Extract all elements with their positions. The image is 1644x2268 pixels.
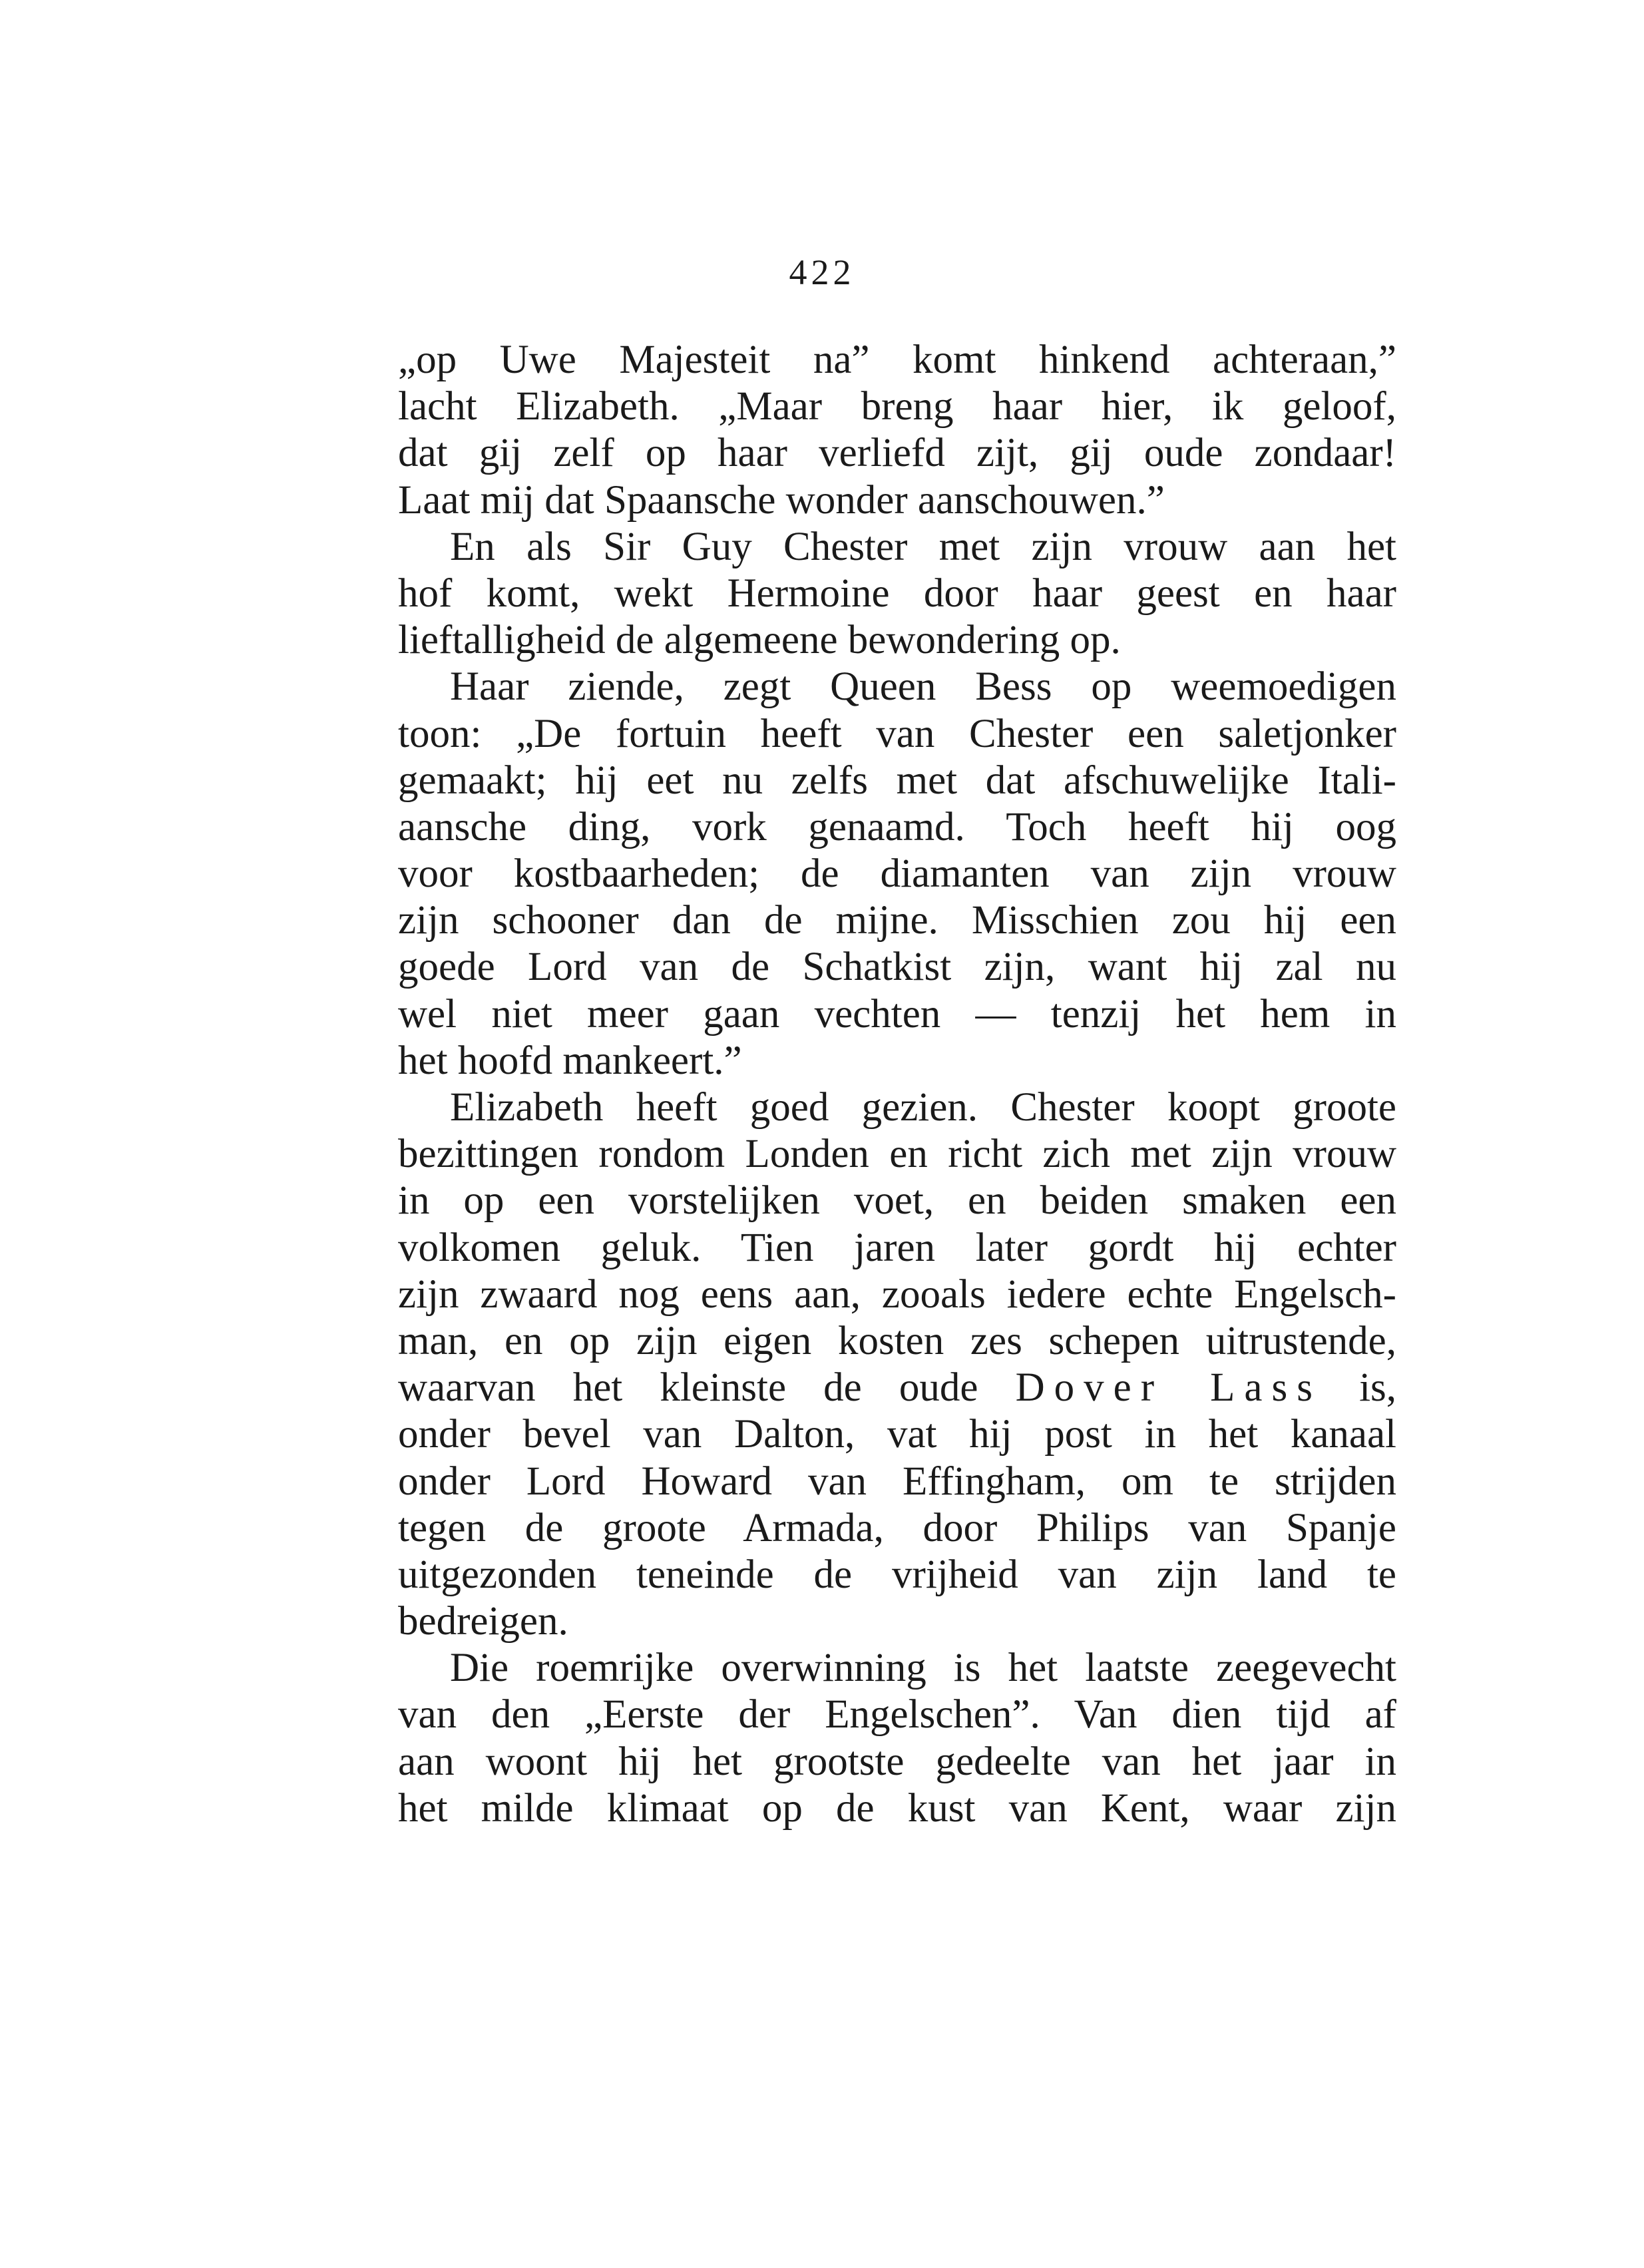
- text-line: in op een vorstelijken voet, en beiden smaken een: [398, 1178, 1396, 1224]
- text-line: En als Sir Guy Chester met zijn vrouw aan het: [450, 524, 1396, 569]
- text-line: uitgezonden teneinde de vrijheid van zijn land te: [398, 1552, 1396, 1597]
- text-line: man, en op zijn eigen kosten zes schepen uitrustende,: [398, 1318, 1396, 1363]
- text-line: Laat mij dat Spaansche wonder aanschouwen.”: [398, 477, 1165, 523]
- text-line: Elizabeth heeft goed gezien. Chester koopt groote: [450, 1085, 1396, 1130]
- text-line: dat gij zelf op haar verliefd zijt, gij oude zondaar!: [398, 431, 1396, 476]
- text-line: wel niet meer gaan vechten — tenzij het hem in: [398, 991, 1396, 1036]
- text-line: aansche ding, vork genaamd. Toch heeft hij oog: [398, 804, 1396, 849]
- text-line: bedreigen.: [398, 1599, 568, 1644]
- text-line: tegen de groote Armada, door Philips van Spanje: [398, 1505, 1396, 1550]
- text-line: hof komt, wekt Hermoine door haar geest en haar: [398, 570, 1396, 616]
- text-line: zijn schooner dan de mijne. Misschien zou hij een: [398, 898, 1396, 943]
- text-line: gemaakt; hij eet nu zelfs met dat afschuwelijke Itali-: [398, 758, 1396, 803]
- text-line: onder bevel van Dalton, vat hij post in het kanaal: [398, 1412, 1396, 1457]
- ship-name: Dover Lass: [1015, 1365, 1322, 1411]
- text-line: onder Lord Howard van Effingham, om te strijden: [398, 1459, 1396, 1504]
- text-line: aan woont hij het grootste gedeelte van het jaar in: [398, 1739, 1396, 1784]
- body-text: [398, 337, 1396, 1832]
- text-line: het milde klimaat op de kust van Kent, waar zijn: [398, 1785, 1396, 1831]
- text-line-with-ship-name: [398, 1365, 1396, 1411]
- text-line: van den „Eerste der Engelschen”. Van dien tijd af: [398, 1692, 1396, 1737]
- text-line: Die roemrijke overwinning is het laatste zeegevecht: [450, 1646, 1396, 1691]
- text-line: volkomen geluk. Tien jaren later gordt hij echter: [398, 1225, 1396, 1270]
- text-segment: is,: [1359, 1365, 1397, 1411]
- text-line: lacht Elizabeth. „Maar breng haar hier, ik geloof,: [398, 384, 1396, 429]
- text-line: zijn zwaard nog eens aan, zooals iedere echte Engelsch-: [398, 1271, 1396, 1317]
- text-line: het hoofd mankeert.”: [398, 1038, 742, 1083]
- text-line: toon: „De fortuin heeft van Chester een saletjonker: [398, 711, 1396, 756]
- page-number: 422: [789, 252, 855, 292]
- text-line: lieftalligheid de algemeene bewondering op.: [398, 618, 1121, 663]
- text-line: goede Lord van de Schatkist zijn, want hij zal nu: [398, 945, 1396, 990]
- text-line: Haar ziende, zegt Queen Bess op weemoedigen: [450, 664, 1396, 710]
- text-line: „op Uwe Majesteit na” komt hinkend achteraan,”: [398, 338, 1396, 382]
- text-line: bezittingen rondom Londen en richt zich met zijn vrouw: [398, 1132, 1396, 1177]
- text-segment: waarvan het kleinste de oude: [398, 1365, 978, 1411]
- text-line: voor kostbaarheden; de diamanten van zijn vrouw: [398, 851, 1396, 897]
